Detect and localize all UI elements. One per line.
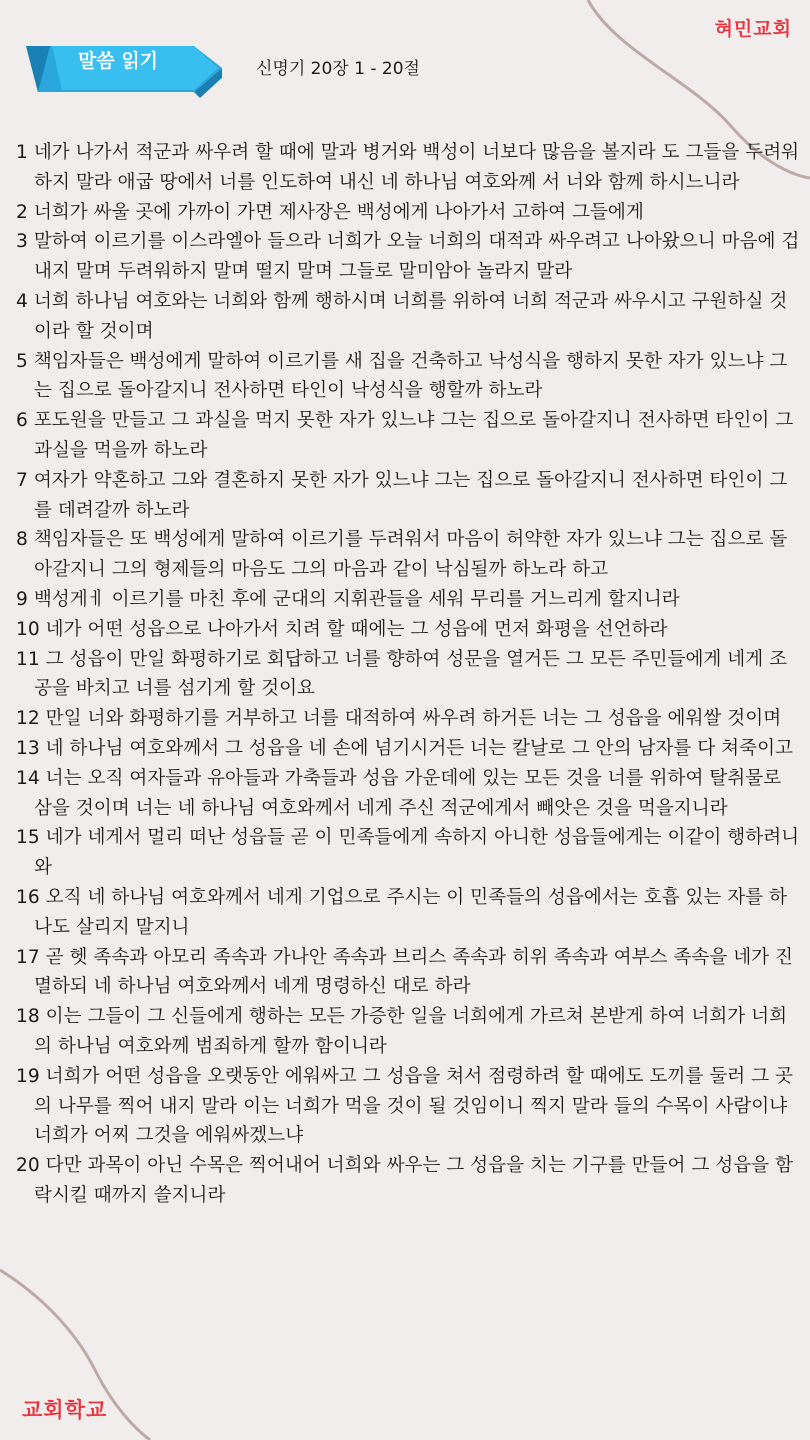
church-school-logo: 교회학교 (22, 1398, 108, 1422)
verse-number: 15 (16, 827, 40, 849)
verse-number: 18 (16, 1006, 40, 1028)
verse-3 (16, 227, 802, 287)
verse-14 (16, 764, 802, 824)
verse-4 (16, 287, 802, 347)
verse-number: 10 (16, 618, 40, 640)
verse-number: 8 (16, 529, 28, 551)
verse-number: 20 (16, 1155, 40, 1177)
verse-text: 말하여 이르기를 이스라엘아 들으라 너희가 오늘 너희의 대적과 싸우려고 나아왔으니 마음에 겁내지 말며 두려워하지 말며 떨지 말며 그들로 말미암아 놀라지 말라 (33, 231, 800, 283)
verse-text: 여자가 약혼하고 그와 결혼하지 못한 자가 있느냐 그는 집으로 돌아갈지니 전사하면 타인이 그를 데려갈까 하노라 (33, 469, 788, 521)
verse-text: 포도원을 만들고 그 과실을 먹지 못한 자가 있느냐 그는 집으로 돌아갈지니 전사하면 타인이 그 과실을 먹을까 하노라 (33, 410, 794, 461)
verse-number: 17 (16, 946, 40, 968)
verse-number: 6 (16, 410, 28, 432)
verse-5 (16, 347, 802, 407)
verse-text: 책임자들은 백성에게 말하여 이르기를 새 집을 건축하고 낙성식을 행하지 못한 자가 있느냐 그는 집으로 돌아갈지니 전사하면 타인이 낙성식을 행할까 하노라 (33, 350, 788, 402)
verse-text: 네가 네게서 멀리 떠난 성읍들 곧 이 민족들에게 속하지 아니한 성읍들에게는 이같이 행하려니와 (34, 827, 800, 879)
verse-19 (16, 1062, 802, 1151)
verse-15 (16, 823, 802, 883)
verse-text: 책임자들은 또 백성에게 말하여 이르기를 두려워서 마음이 허약한 자가 있느냐 그는 집으로 돌아갈지니 그의 형제들의 마음도 그의 마음과 같이 낙심될까 하노라 하고 (33, 529, 788, 581)
verse-number: 16 (16, 886, 40, 908)
verse-number: 14 (16, 767, 40, 789)
verse-text: 만일 너와 화평하기를 거부하고 너를 대적하여 싸우려 하거든 너는 그 성읍을 에워쌀 것이며 (45, 708, 782, 730)
verse-2 (16, 198, 802, 228)
verse-10 (16, 615, 802, 645)
reading-badge-label: 말씀 읽기 (78, 50, 159, 72)
verse-9 (16, 585, 802, 615)
verse-text: 너희가 싸울 곳에 가까이 가면 제사장은 백성에게 나아가서 고하여 그들에게 (33, 201, 644, 223)
passage-reference: 신명기 20장 1 - 20절 (256, 59, 420, 79)
verse-number: 5 (16, 350, 28, 372)
verse-text: 네가 나가서 적군과 싸우려 할 때에 말과 병거와 백성이 너보다 많음을 볼지라 도 그들을 두려워하지 말라 애굽 땅에서 너를 인도하여 내신 네 하나님 여호와께 서 너와 함께 하시느니라 (33, 142, 800, 193)
verse-list (16, 138, 802, 1211)
verse-number: 2 (16, 201, 28, 223)
verse-number: 3 (16, 231, 28, 253)
verse-11 (16, 645, 802, 705)
verse-1 (16, 138, 802, 198)
verse-text: 그 성읍이 만일 화평하기로 회답하고 너를 향하여 성문을 열거든 그 모든 주민들에게 네게 조공을 바치고 너를 섬기게 할 것이요 (34, 648, 788, 700)
verse-number: 7 (16, 469, 28, 491)
church-logo-top: 혀민교회 (714, 18, 792, 40)
verse-6 (16, 406, 802, 466)
verse-number: 9 (16, 588, 28, 610)
verse-text: 네가 어떤 성읍으로 나아가서 치려 할 때에는 그 성읍에 먼저 화평을 선언하라 (45, 618, 668, 640)
verse-text: 오직 네 하나님 여호와께서 네게 기업으로 주시는 이 민족들의 성읍에서는 호흡 있는 자를 하나도 살리지 말지니 (34, 886, 788, 938)
verse-number: 19 (16, 1065, 40, 1087)
verse-number: 4 (16, 290, 28, 312)
verse-text: 너는 오직 여자들과 유아들과 가축들과 성읍 가운데에 있는 모든 것을 너를 위하여 탈취물로 삼을 것이며 너는 네 하나님 여호와께서 네게 주신 적군에게서 빼앗은 것을 먹을지니라 (34, 767, 782, 819)
verse-text: 곧 헷 족속과 아모리 족속과 가나안 족속과 브리스 족속과 히위 족속과 여부스 족속을 네가 진멸하되 네 하나님 여호와께서 네게 명령하신 대로 하라 (34, 946, 793, 998)
verse-text: 너희 하나님 여호와는 너희와 함께 행하시며 너희를 위하여 너희 적군과 싸우시고 구원하실 것이라 할 것이며 (33, 290, 788, 342)
verse-12 (16, 704, 802, 734)
verse-20 (16, 1151, 802, 1211)
verse-number: 11 (16, 648, 40, 670)
verse-number: 12 (16, 708, 40, 730)
verse-18 (16, 1002, 802, 1062)
verse-text: 다만 과목이 아닌 수목은 찍어내어 너희와 싸우는 그 성읍을 치는 기구를 만들어 그 성읍을 함락시킬 때까지 쓸지니라 (34, 1155, 793, 1206)
verse-8 (16, 525, 802, 585)
verse-text: 너희가 어떤 성읍을 오랫동안 에워싸고 그 성읍을 쳐서 점령하려 할 때에도 도끼를 둘러 그 곳의 나무를 찍어 내지 말라 이는 너희가 먹을 것이 될 것임이니 찍지 말라 들의 수목이 사람이냐 너희가 어찌 그것을 에워싸겠느냐 (34, 1065, 793, 1147)
verse-17 (16, 943, 802, 1003)
verse-text: 이는 그들이 그 신들에게 행하는 모든 가증한 일을 너희에게 가르쳐 본받게 하여 너희가 너희의 하나님 여호와께 범죄하게 할까 함이니라 (34, 1006, 788, 1057)
verse-number: 1 (16, 142, 28, 163)
verse-text: 백성게ㅔ 이르기를 마친 후에 군대의 지휘관들을 세워 무리를 거느리게 할지니라 (33, 588, 680, 610)
verse-13 (16, 734, 802, 764)
verse-16 (16, 883, 802, 943)
verse-number: 13 (16, 737, 40, 759)
verse-7 (16, 466, 802, 526)
verse-text: 네 하나님 여호와께서 그 성읍을 네 손에 넘기시거든 너는 칼날로 그 안의 남자를 다 쳐죽이고 (45, 737, 793, 759)
